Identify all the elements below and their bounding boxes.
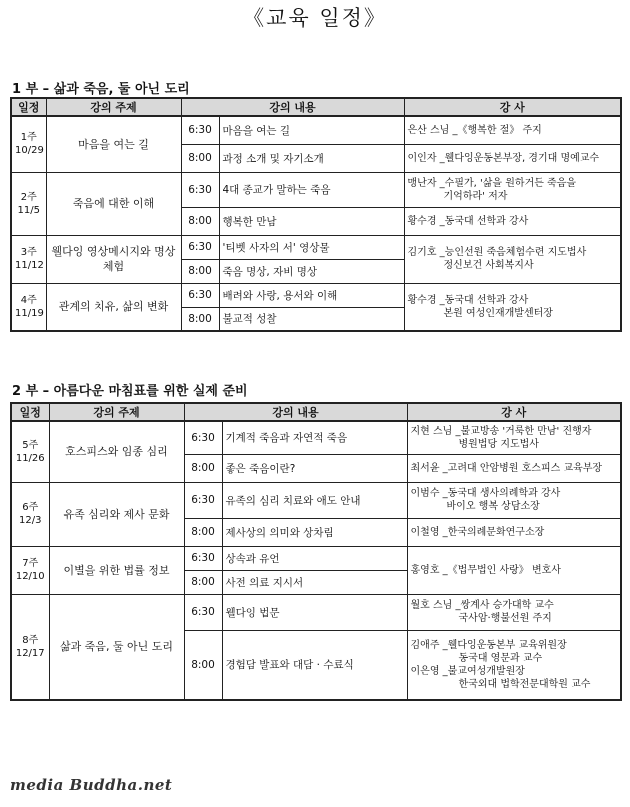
topic-cell: 마음을 여는 길 <box>46 116 181 172</box>
header-week: 일정 <box>11 403 49 421</box>
time-cell: 8:00 <box>184 630 222 700</box>
topic-cell: 죽음에 대한 이해 <box>46 172 181 235</box>
topic-cell: 유족 심리와 제사 문화 <box>49 482 184 546</box>
content-cell: 기계적 죽음과 자연적 죽음 <box>222 421 407 454</box>
lecturer-cell: 김기호 _능인선원 죽음체험수련 지도법사 정신보건 사회복지사 <box>404 235 621 283</box>
week-cell: 8주 12/17 <box>11 594 49 700</box>
week-cell: 4주 11/19 <box>11 283 46 331</box>
part1-schedule-table <box>10 97 622 332</box>
table-row <box>11 546 621 570</box>
header-lecturer: 강 사 <box>407 403 621 421</box>
part2-title: 2 부 – 아름다운 마침표를 위한 실제 준비 <box>12 384 248 399</box>
header-content: 강의 내용 <box>181 98 404 116</box>
content-cell: 행복한 만남 <box>219 207 404 235</box>
time-cell: 8:00 <box>181 207 219 235</box>
week-cell: 2주 11/5 <box>11 172 46 235</box>
lecturer-cell: 김애주 _웰다잉운동본부 교육위원장 동국대 영문과 교수 이은영 _불교여성개발원장 한국외대 법학전문대학원 교수 <box>407 630 621 700</box>
topic-cell: 삶과 죽음, 둘 아닌 도리 <box>49 594 184 700</box>
content-cell: 죽음 명상, 자비 명상 <box>219 259 404 283</box>
time-cell: 6:30 <box>181 283 219 307</box>
time-cell: 8:00 <box>184 454 222 482</box>
table-row <box>11 421 621 454</box>
week-cell: 1주 10/29 <box>11 116 46 172</box>
content-cell: 좋은 죽음이란? <box>222 454 407 482</box>
lecturer-cell: 이인자 _웰다잉운동본부장, 경기대 명예교수 <box>404 144 621 172</box>
header-content: 강의 내용 <box>184 403 407 421</box>
content-cell: '티벳 사자의 서' 영상물 <box>219 235 404 259</box>
topic-cell: 이별을 위한 법률 정보 <box>49 546 184 594</box>
time-cell: 6:30 <box>184 594 222 630</box>
table-row <box>11 283 621 307</box>
document-title: 《교육 일정》 <box>243 6 387 30</box>
time-cell: 6:30 <box>184 421 222 454</box>
time-cell: 8:00 <box>181 259 219 283</box>
topic-cell: 호스피스와 임종 심리 <box>49 421 184 482</box>
topic-cell: 웰다잉 영상메시지와 명상체험 <box>46 235 181 283</box>
time-cell: 6:30 <box>184 482 222 518</box>
table-header-row <box>11 98 621 116</box>
table-row <box>11 594 621 630</box>
content-cell: 과정 소개 및 자기소개 <box>219 144 404 172</box>
week-cell: 5주 11/26 <box>11 421 49 482</box>
lecturer-cell: 은산 스님 _《행복한 절》 주지 <box>404 116 621 144</box>
content-cell: 배려와 사랑, 용서와 이해 <box>219 283 404 307</box>
week-cell: 6주 12/3 <box>11 482 49 546</box>
header-topic: 강의 주제 <box>49 403 184 421</box>
time-cell: 6:30 <box>181 116 219 144</box>
content-cell: 사전 의료 지시서 <box>222 570 407 594</box>
lecturer-cell: 맹난자 _수필가, '삶을 원하거든 죽음을 기억하라' 저자 <box>404 172 621 207</box>
content-cell: 4대 종교가 말하는 죽음 <box>219 172 404 207</box>
time-cell: 8:00 <box>184 570 222 594</box>
lecturer-cell: 월호 스님 _쌍계사 승가대학 교수 국사암·행불선원 주지 <box>407 594 621 630</box>
content-cell: 불교적 성찰 <box>219 307 404 331</box>
part2-schedule-table <box>10 402 622 701</box>
time-cell: 6:30 <box>184 546 222 570</box>
time-cell: 6:30 <box>181 172 219 207</box>
time-cell: 6:30 <box>181 235 219 259</box>
header-topic: 강의 주제 <box>46 98 181 116</box>
week-cell: 3주 11/12 <box>11 235 46 283</box>
header-week: 일정 <box>11 98 46 116</box>
table-row <box>11 116 621 144</box>
part1-title: 1 부 – 삶과 죽음, 둘 아닌 도리 <box>12 82 190 97</box>
site-watermark: media Buddha.net <box>10 776 173 794</box>
lecturer-cell: 이철영 _한국의례문화연구소장 <box>407 518 621 546</box>
table-row <box>11 172 621 207</box>
content-cell: 마음을 여는 길 <box>219 116 404 144</box>
time-cell: 8:00 <box>181 307 219 331</box>
content-cell: 유족의 심리 치료와 애도 안내 <box>222 482 407 518</box>
content-cell: 웰다잉 법문 <box>222 594 407 630</box>
lecturer-cell: 지현 스님 _불교방송 '거룩한 만남' 진행자 병원법당 지도법사 <box>407 421 621 454</box>
topic-cell: 관계의 치유, 삶의 변화 <box>46 283 181 331</box>
time-cell: 8:00 <box>184 518 222 546</box>
lecturer-cell: 홍영호 _《법무법인 사랑》 변호사 <box>407 546 621 594</box>
header-lecturer: 강 사 <box>404 98 621 116</box>
lecturer-cell: 이범수 _동국대 생사의례학과 강사 바이오 행복 상담소장 <box>407 482 621 518</box>
lecturer-cell: 최서윤 _고려대 안암병원 호스피스 교육부장 <box>407 454 621 482</box>
lecturer-cell: 황수경 _동국대 선학과 강사 본원 여성인재개발센터장 <box>404 283 621 331</box>
time-cell: 8:00 <box>181 144 219 172</box>
table-header-row <box>11 403 621 421</box>
lecturer-cell: 황수경 _동국대 선학과 강사 <box>404 207 621 235</box>
content-cell: 상속과 유언 <box>222 546 407 570</box>
week-cell: 7주 12/10 <box>11 546 49 594</box>
content-cell: 제사상의 의미와 상차림 <box>222 518 407 546</box>
table-row <box>11 482 621 518</box>
content-cell: 경험담 발표와 대담 · 수료식 <box>222 630 407 700</box>
table-row <box>11 235 621 259</box>
